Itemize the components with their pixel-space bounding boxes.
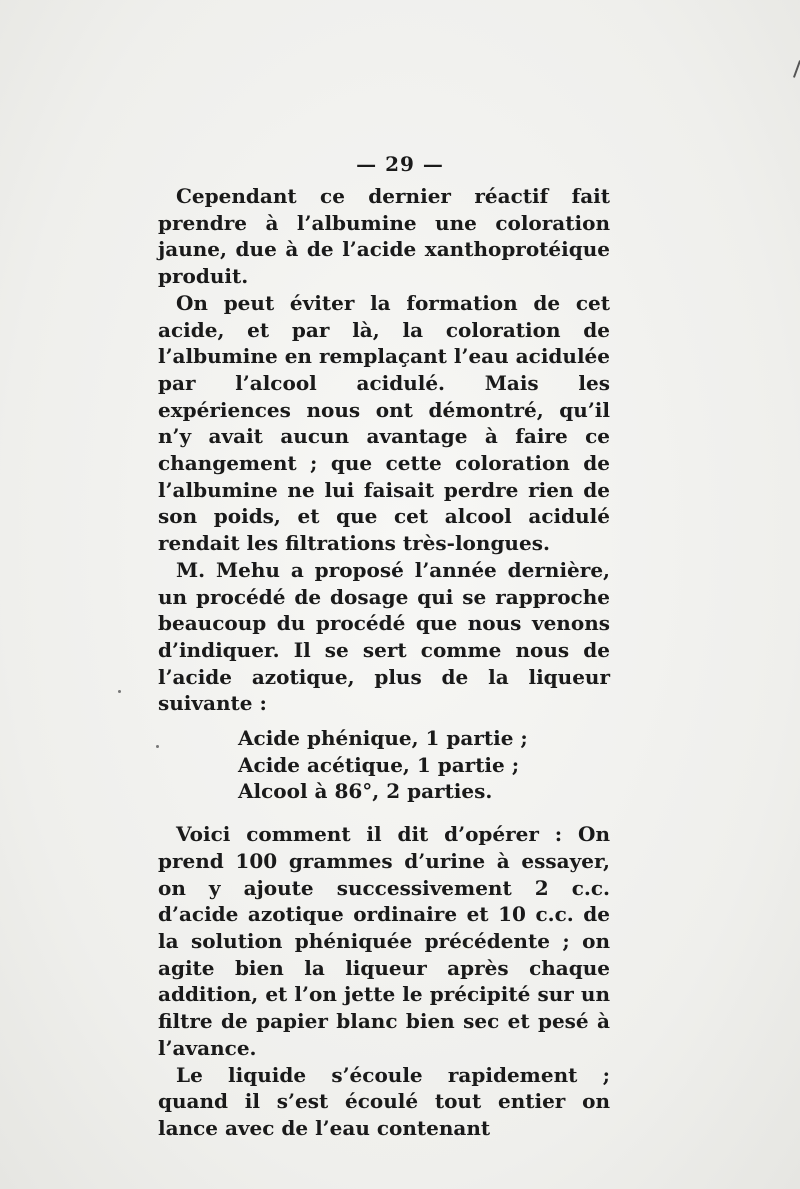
- page-edge-mark: [793, 60, 800, 78]
- formula-line: Acide acétique, 1 partie ;: [238, 752, 520, 777]
- paragraph-3: M. Mehu a proposé l’année dernière, un procédé de dosage qui se rapproche beaucoup du procédé que nous venons d’indiquer. Il se sert comme nous de l’acide azotique, plus de la liqueur suivante :: [158, 557, 610, 716]
- formula-line: Alcool à 86°, 2 parties.: [238, 779, 493, 804]
- paragraph-5: Le liquide s’écoule rapidement ; quand il s’est écoulé tout entier on lance avec de l’eau contenant: [158, 1062, 610, 1140]
- formula-line: Acide phénique, 1 partie ;: [238, 726, 528, 751]
- body-text: [158, 183, 610, 1142]
- page-number: — 29 —: [356, 152, 444, 176]
- paragraph-4: Voici comment il dit d’opérer : On prend 100 grammes d’urine à essayer, on y ajoute successivement 2 c.c. d’acide azotique ordinaire et 10 c.c. de la solution phéniquée précédente ; on agite bien la liqueur après chaque addition, et l’on jette le précipité sur un filtre de papier blanc bien sec et pesé à l’avance.: [158, 822, 610, 1060]
- ink-speck: [118, 690, 121, 693]
- formula-list: [238, 725, 610, 805]
- paragraph-1: Cependant ce dernier réactif fait prendre à l’albumine une coloration jaune, due à de l’acide xanthoprotéique produit.: [158, 184, 610, 289]
- paragraph-2: On peut éviter la formation de cet acide, et par là, la coloration de l’albumine en remplaçant l’eau acidulée par l’alcool acidulé. Mais les expériences nous ont démontré, qu’il n’y avait aucun avantage à faire ce changement ; que cette coloration de l’albumine ne lui faisait perdre rien de son poids, et que cet alcool acidulé rendait les filtrations très-longues.: [158, 290, 610, 556]
